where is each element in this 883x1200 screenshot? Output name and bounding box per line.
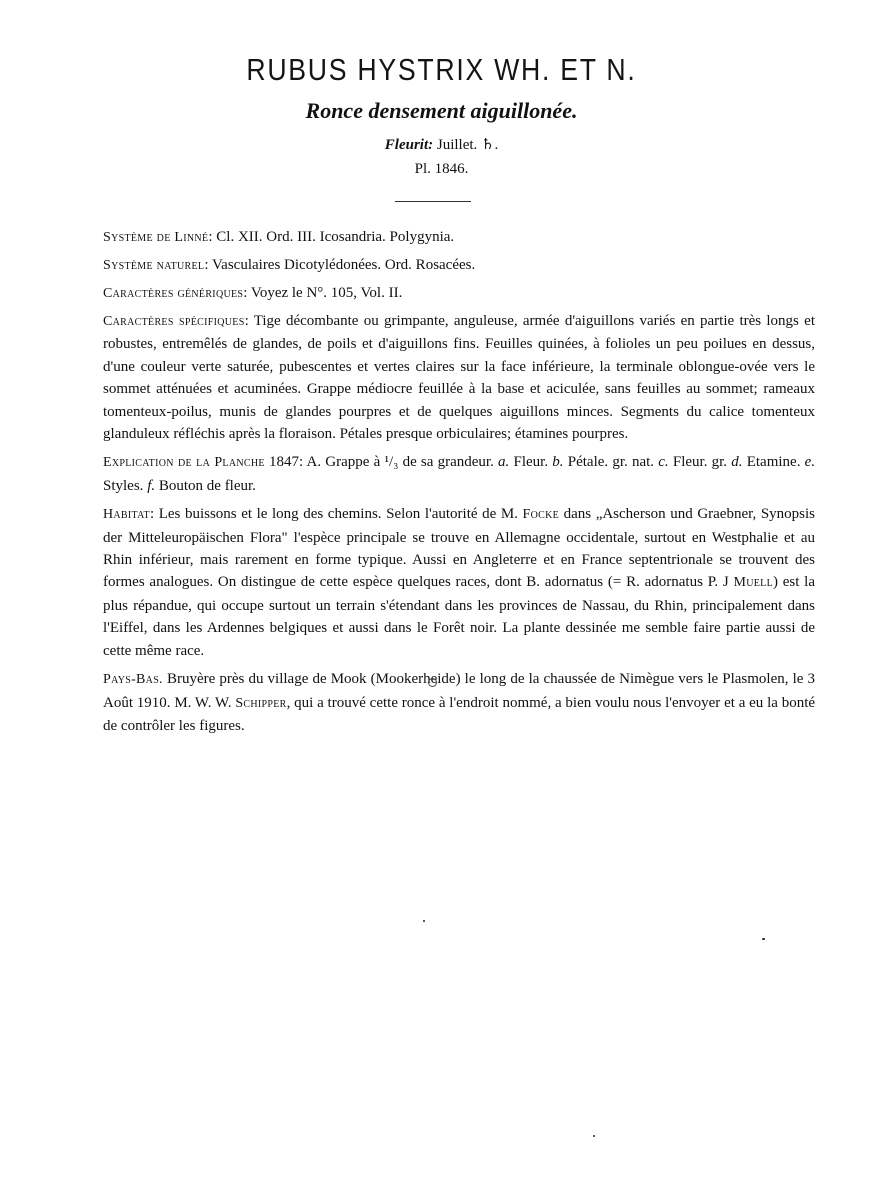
section-generiques: [103, 282, 815, 305]
label-separator: :: [244, 313, 249, 329]
section-text: Voyez le N°. 105, Vol. II.: [250, 285, 403, 301]
plate-ref: 1847:: [268, 454, 304, 471]
habitat-text: dans „Ascherson und Graebner, Synopsis der Mitteleuropäischen Flora" l'espèce principale se trouve en Allemagne occidentale, surtout en Westphalie et au Rhin inférieur, mais rarement en forme typique. Aussi en Angleterre et en France septentrionale se trouvent des formes analogues. On distingue de cette espèce quelques races, dont B. adornatus (= R. adornatus P. J: [103, 506, 816, 591]
flowering-label: Fleurit:: [384, 137, 434, 153]
flowering-value: Juillet. ♄.: [436, 137, 499, 153]
section-habitat: [103, 503, 815, 662]
section-label: Pays-Bas.: [103, 672, 163, 688]
scan-speck: [593, 1135, 595, 1137]
figure-letter: e.: [804, 454, 816, 471]
label-separator: :: [149, 506, 155, 523]
scan-speck: [762, 938, 765, 940]
author-name: Focke: [522, 507, 560, 523]
plate-number: Pl. 1846.: [414, 161, 469, 177]
label-separator: :: [243, 285, 248, 301]
section-specifiques: [103, 310, 815, 445]
scan-speck: [428, 678, 437, 687]
explication-text: A. Grappe à ¹/₃ de sa grandeur.: [306, 454, 494, 471]
section-label: Système de Linné: [103, 230, 209, 245]
species-title: RUBUS HYSTRIX WH. ET N.: [246, 52, 637, 87]
flowering-line: [0, 135, 883, 154]
locality-text: , qui a trouvé cette ronce à l'endroit nommé, a bien voulu nous l'envoyer et a eu la bonté de contrôler les figures.: [103, 694, 816, 734]
label-separator: :: [208, 229, 213, 245]
common-name: Ronce densement aiguillonée.: [305, 98, 578, 123]
section-text: Cl. XII. Ord. III. Icosandria. Polygynia.: [216, 229, 455, 245]
figure-letter: d.: [731, 454, 743, 471]
figure-letter: c.: [658, 454, 669, 471]
header-divider: [395, 201, 471, 202]
section-label: Caractères génériques: [103, 286, 244, 301]
figure-caption: Styles.: [103, 477, 144, 494]
description-body: [103, 226, 815, 742]
figure-caption: Etamine.: [746, 454, 801, 471]
scan-speck: [423, 920, 425, 922]
section-explication: [103, 451, 815, 497]
section-pays-bas: [103, 668, 815, 737]
collector-name: Schipper: [235, 695, 287, 711]
label-separator: :: [204, 257, 209, 273]
section-label: Caractères spécifiques: [103, 314, 245, 329]
section-text: Vasculaires Dicotylédonées. Ord. Rosacées.: [212, 257, 476, 273]
locality-text: Bruyère près du village de Mook (Mookerheide) le long de la chaussée de Nimègue vers le Plasmolen, le 3 Août 1910. M. W. W.: [103, 671, 815, 711]
figure-letter: a.: [498, 454, 510, 471]
figure-caption: Bouton de fleur.: [158, 477, 256, 494]
figure-caption: Fleur.: [513, 454, 549, 471]
section-label: Explication de la Planche: [103, 455, 265, 471]
author-name: Muell: [733, 575, 773, 591]
habitat-text: ) est la plus répandue, qui occupe surtout un terrain s'étendant dans les provinces de Nassau, du Rhin, principalement dans l'Eiffel, dans les Ardennes belgiques et aussi dans le Forêt noir. La plante dessinée me semble faire partie aussi de cette même race.: [103, 574, 816, 659]
figure-caption: Fleur. gr.: [672, 454, 728, 471]
figure-letter: f.: [147, 477, 156, 494]
section-linne: [103, 226, 815, 249]
section-text: Tige décombante ou grimpante, anguleuse, armée d'aiguillons variés en partie très longs et robustes, entremêlés de glandes, de poils et d'aiguillons fins. Feuilles quinées, à folioles un peu poilues en dessus, d'une couleur verte saturée, pubescentes et vertes claires sur la face inférieure, la terminale oblongue-ovée vers le sommet atténuées et acuminées. Grappe médiocre feuillée à la base et aciculée, sans feuilles au sommet; rameaux tomenteux-poilus, munis de glandes pourpres et de quelques aiguillons minces. Segments du calice tomenteux glanduleux réfléchis après la floraison. Pétales presque orbiculaires; étamines pourpres.: [103, 313, 816, 443]
section-label: Système naturel: [103, 258, 205, 273]
section-naturel: [103, 254, 815, 277]
habitat-text: Les buissons et le long des chemins. Selon l'autorité de M.: [158, 506, 518, 523]
section-label: Habitat: [103, 507, 150, 523]
figure-caption: Pétale. gr. nat.: [567, 454, 655, 471]
figure-letter: b.: [552, 454, 564, 471]
